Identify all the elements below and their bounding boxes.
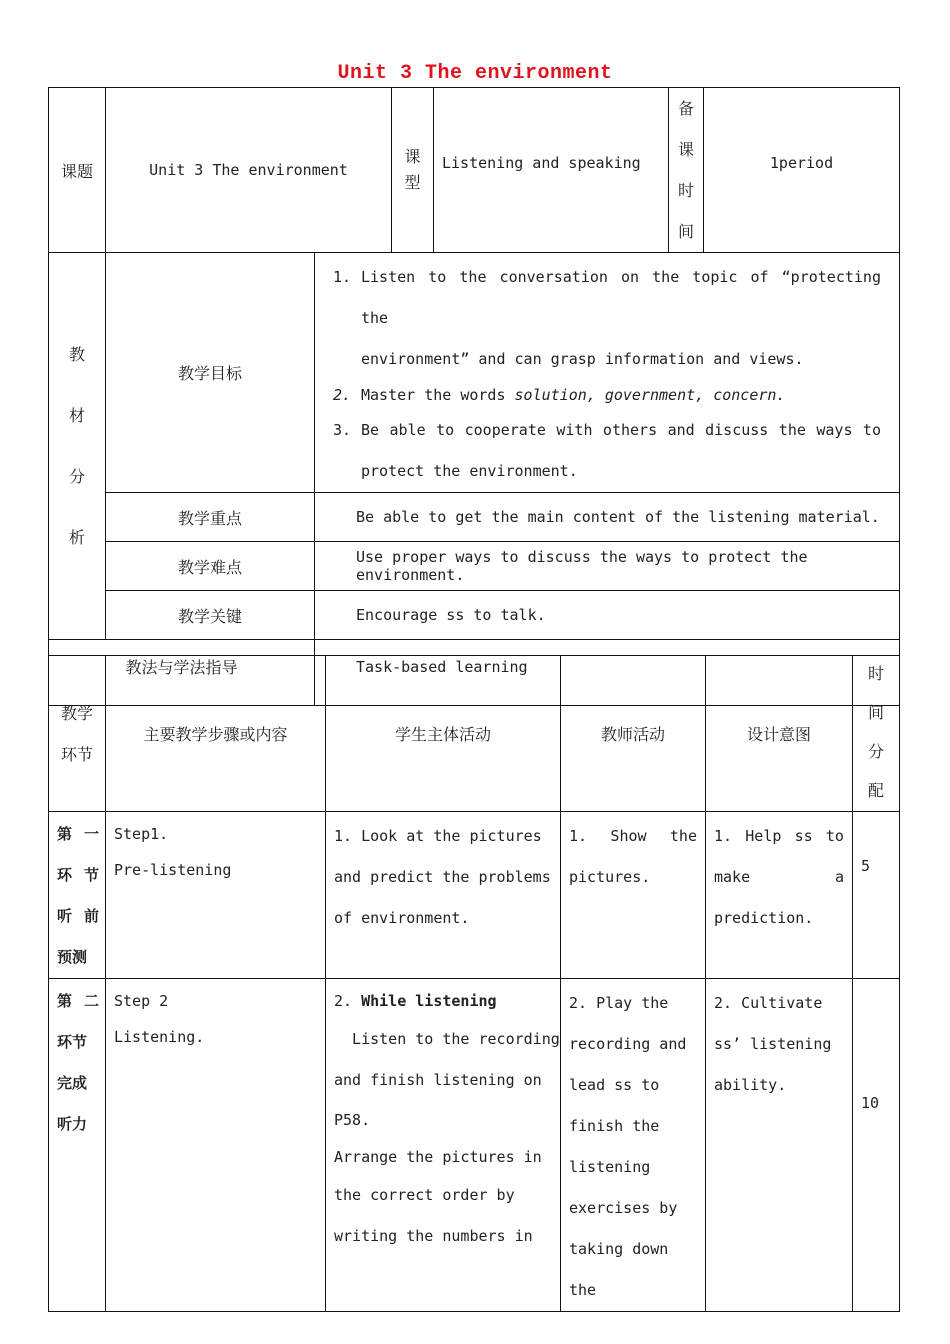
- key-point-value: Be able to get the main content of the listening material.: [315, 493, 900, 542]
- student-activity-2: 2. While listening Listen to the recording and finish listening on P58. Arrange the pictures in the correct order by writing the numbers in: [326, 979, 561, 1312]
- objective-1-cont: environment” and can grasp information and views.: [361, 350, 804, 368]
- objective-1: 1. Listen to the conversation on the topic of “protecting the: [333, 268, 881, 327]
- method-label: 教法与学法指导: [49, 640, 315, 706]
- step-2: Step 2 Listening.: [106, 979, 326, 1312]
- objectives-list: [315, 253, 900, 493]
- header-design: 设计意图: [706, 656, 853, 812]
- crux-value: Encourage ss to talk.: [315, 591, 900, 640]
- header-student: 学生主体活动: [326, 656, 561, 812]
- header-steps: 主要教学步骤或内容: [106, 656, 326, 812]
- teacher-activity-1: 1. Show the pictures.: [561, 812, 706, 979]
- analysis-label: 教材分析: [49, 253, 106, 640]
- stage-1-line-1: 第 一: [57, 825, 99, 843]
- type-value: Listening and speaking: [434, 88, 669, 253]
- objective-2: 2. Master the words solution, government, concern.: [333, 386, 786, 404]
- key-point-label: 教学重点: [106, 493, 315, 542]
- type-label: 课型: [392, 88, 434, 253]
- topic-label: 课题: [49, 88, 106, 253]
- lesson-info-table: [48, 87, 900, 706]
- design-intent-2: 2. Cultivate ss’ listening ability.: [706, 979, 853, 1312]
- teaching-process-table: [48, 655, 900, 1312]
- header-stage: 教学环节: [49, 656, 106, 812]
- teacher-activity-2: 2. Play the recording and lead ss to finish the listening exercises by taking down the: [561, 979, 706, 1312]
- stage-2-line-1: 第 二: [57, 992, 99, 1010]
- stage-2-line-2: 环节: [57, 1033, 88, 1051]
- stage-2-line-3: 完成: [57, 1074, 88, 1092]
- design-intent-1: 1. Help ss to make a prediction.: [706, 812, 853, 979]
- stage-1-line-3: 听 前: [57, 907, 99, 925]
- step-1: Step1. Pre-listening: [106, 812, 326, 979]
- difficulty-value: Use proper ways to discuss the ways to protect the environment.: [315, 542, 900, 591]
- objective-3: 3. Be able to cooperate with others and discuss the ways to: [333, 421, 881, 439]
- stage-1-line-2: 环 节: [57, 866, 99, 884]
- objective-3-cont: protect the environment.: [361, 462, 578, 480]
- header-teacher: 教师活动: [561, 656, 706, 812]
- stage-2: [49, 979, 106, 1312]
- document-title: Unit 3 The environment: [337, 62, 613, 85]
- difficulty-label: 教学难点: [106, 542, 315, 591]
- student-activity-1: 1. Look at the pictures and predict the problems of environment.: [326, 812, 561, 979]
- prep-time-label: 备课时间: [669, 88, 704, 253]
- objectives-label: 教学目标: [106, 253, 315, 493]
- method-value: Task-based learning: [315, 640, 900, 706]
- prep-time-value: 1period: [704, 88, 900, 253]
- topic-value: Unit 3 The environment: [106, 88, 392, 253]
- stage-1: [49, 812, 106, 979]
- stage-2-line-4: 听力: [57, 1115, 88, 1133]
- time-2: 10: [853, 979, 900, 1312]
- header-time: 时间分配: [853, 656, 900, 812]
- time-1: 5: [853, 812, 900, 979]
- stage-1-line-4: 预测: [57, 948, 88, 966]
- crux-label: 教学关键: [106, 591, 315, 640]
